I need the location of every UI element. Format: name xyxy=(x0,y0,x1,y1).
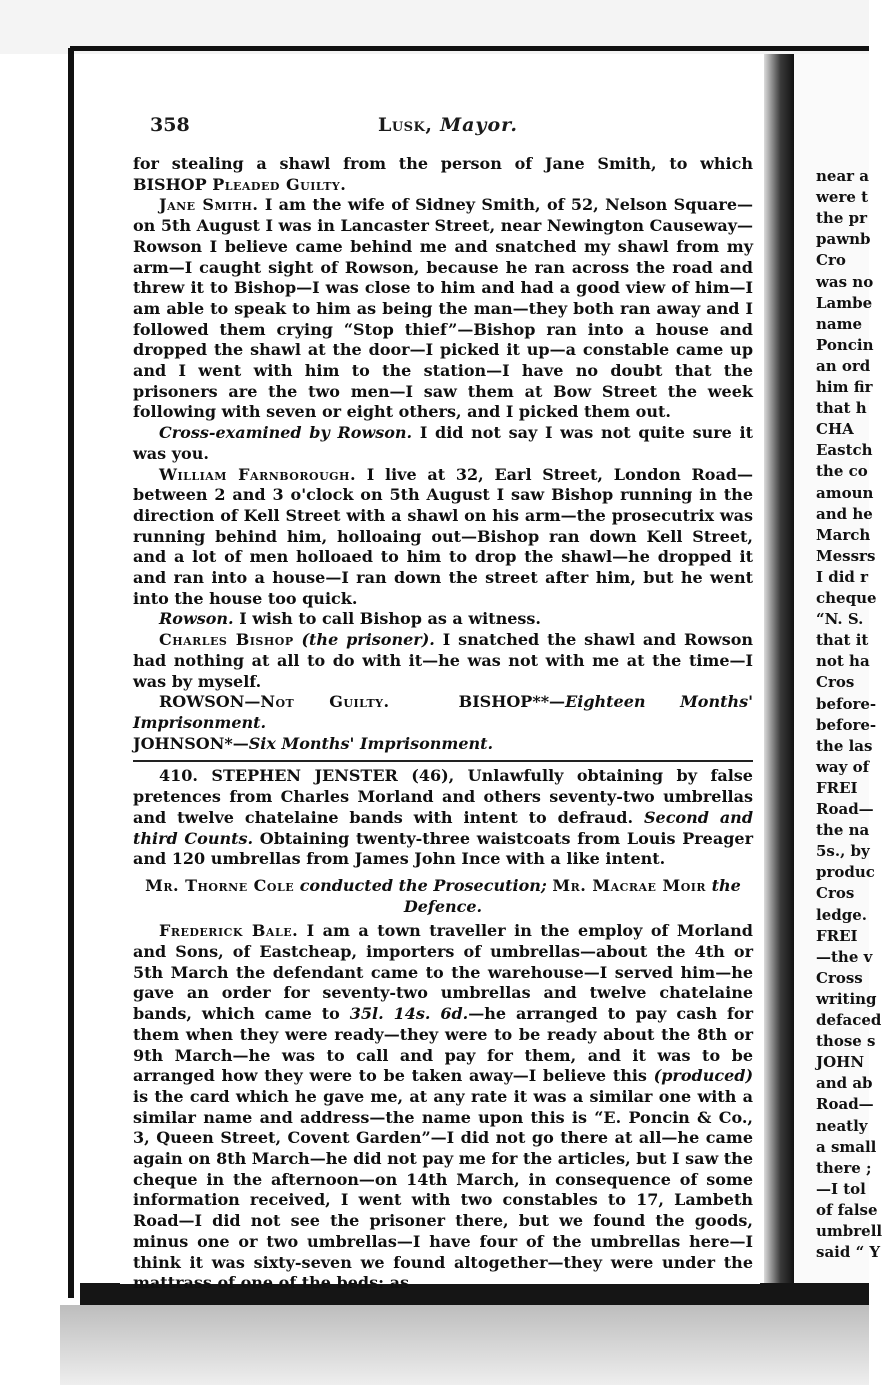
adjacent-page-line: pawnb xyxy=(816,230,871,249)
book-gutter xyxy=(764,54,794,1294)
counts-label: Second and third Counts. xyxy=(133,807,754,848)
rowson-statement: Rowson. I wish to call Bishop as a witness. xyxy=(159,609,541,629)
adjacent-page-line: Road— xyxy=(816,1095,874,1114)
witness-name: Jane Smith. xyxy=(159,195,259,215)
adjacent-page-line: the co xyxy=(816,462,868,481)
adjacent-page-line: Poncin xyxy=(816,335,874,354)
counsel-line: Mr. Thorne Cole conducted the Prosecution; Mr. Macrae Moir the Defence. xyxy=(145,875,741,916)
adjacent-page-line: —I tol xyxy=(816,1179,866,1198)
case-divider xyxy=(133,760,753,762)
adjacent-page-line: Cros xyxy=(816,673,855,692)
charge-text: Unlawfully obtaining by false pretences from Charles Morland and others seventy-two umbrellas and twelve chatelaine bands with intent to defraud. xyxy=(133,766,753,827)
adjacent-page-line: and he xyxy=(816,504,873,523)
running-header xyxy=(142,114,754,142)
running-head-title: Mayor. xyxy=(440,114,519,136)
defence-counsel: Mr. Macrae Moir xyxy=(552,875,707,895)
adjacent-page-line: and ab xyxy=(816,1074,873,1093)
running-head-name: Lusk, xyxy=(377,114,433,136)
cross-text: I did not say I was not quite sure it was you. xyxy=(133,423,754,463)
verdict-result: Six Months' Imprisonment. xyxy=(248,733,494,753)
testimony-text: I am the wife of Sidney Smith, of 52, Nelson Square—on 5th August I was in Lancaster Street, near Newington Causeway—Rowson I believe came behind me and snatched my shawl from my arm—I caught sight of Rowson, because he ran across the road and threw it to Bishop—I was close to him and had a good view of him—I am able to speak to him as being the man—they both ran away and I followed them crying “Stop thief”—Bishop ran into a house and dropped the shawl at the door—I picked it up—a constable came up and I went with him to the station—I have no doubt that the prisoners are the two men—I saw them at Bow Street the week following with seven or eight others, and I picked them out. xyxy=(133,195,754,422)
adjacent-page-line: CHA xyxy=(816,420,854,439)
adjacent-page-line: Lambe xyxy=(816,293,873,312)
adjacent-page-line: umbrell xyxy=(816,1222,882,1240)
adjacent-page-line: near a xyxy=(816,167,870,185)
verdict-name: BISHOP**— xyxy=(458,692,566,712)
adjacent-page-line: name xyxy=(816,314,863,333)
testimony-text: I snatched the shawl and Rowson had nothing at all to do with it—he was not with me at the time—I was by myself. xyxy=(133,630,754,691)
testimony-frederick-bale: Frederick Bale. I am a town traveller in the employ of Morland and Sons, of Eastcheap, importers of umbrellas—about the 4th or 5th March the defendant came to the warehouse—I served him—he gave an order for seventy-two umbrellas and twelve chatelaine bands, which came to 35l. 14s. 6d.—he arranged to pay cash for them when they were ready—they were to be ready about the 8th or 9th March—he was to call and pay for them, and it was to be arranged how they were to be taken away—I believe this (produced) is the card which he gave me, at any rate it was a similar one with a similar name and address—the name upon this is “E. Poncin & Co., 3, Queen Street, Covent Garden”—I did not go there at all—he came again on 8th March—he did not pay me for the articles, but I saw the cheque in the afternoon—on 14th March, in consequence of some information received, I went with two constables to 17, Lambeth Road—I did not see the prisoner there, but we found the goods, minus one or two umbrellas—I have four of the umbrellas here—I think it was sixty-seven we found altogether—they were under the mattrass of one of the beds: as xyxy=(133,921,754,1293)
adjacent-page-line: the na xyxy=(816,821,870,840)
case1-opening: for stealing a shawl from the person of Jane Smith, to which BISHOP Pleaded Guilty. xyxy=(133,154,753,194)
adjacent-page-line: Cro xyxy=(816,251,846,270)
adjacent-page-line: of false xyxy=(816,1200,878,1219)
verdict-result: Not Guilty. xyxy=(260,692,390,712)
adjacent-page-line: was no xyxy=(816,272,874,291)
testimony-william-farnborough xyxy=(133,465,753,610)
case-number: 410. xyxy=(159,766,198,786)
witness-name: Frederick Bale. xyxy=(159,921,299,941)
adjacent-page xyxy=(794,54,882,1294)
adjacent-page-line: the pr xyxy=(816,209,867,228)
adjacent-page-line: —the v xyxy=(816,947,873,966)
adjacent-page-line: writing xyxy=(816,989,877,1008)
adjacent-page-line: those s xyxy=(816,1032,876,1051)
plea: Pleaded Guilty. xyxy=(212,174,347,194)
scan-bottom-margin xyxy=(60,1305,869,1385)
testimony-charles-bishop xyxy=(133,630,753,692)
adjacent-page-line: there ; xyxy=(816,1158,872,1177)
verdicts xyxy=(133,692,753,733)
adjacent-page-line: FREI xyxy=(816,926,858,945)
book-edge-top xyxy=(70,46,869,51)
witness-role: (the prisoner). xyxy=(301,630,435,650)
witness-name: William Farnborough. xyxy=(159,464,357,484)
cross-label: Cross-examined by Rowson. xyxy=(159,423,413,443)
defendant-name: STEPHEN JENSTER (46), xyxy=(211,766,455,786)
witness-name: Charles Bishop xyxy=(159,630,294,650)
adjacent-page-line: Eastch xyxy=(816,441,873,460)
verdict-johnson xyxy=(133,734,753,755)
adjacent-page-line: Messrs xyxy=(816,546,876,565)
page-number: 358 xyxy=(150,114,190,136)
running-head xyxy=(142,114,754,136)
adjacent-page-line: “N. S. xyxy=(816,610,864,629)
adjacent-page-line: Road— xyxy=(816,800,874,818)
adjacent-page-line: Cros xyxy=(816,884,855,903)
adjacent-page-line: that it xyxy=(816,631,869,650)
page-body xyxy=(133,154,753,1294)
adjacent-page-line: March xyxy=(816,525,871,544)
adjacent-page-line: way of xyxy=(816,757,870,776)
adjacent-page-line: cheque xyxy=(816,589,877,607)
produced-note: (produced) xyxy=(653,1066,754,1086)
prosecution-counsel: Mr. Thorne Cole xyxy=(145,875,295,895)
cross-examination xyxy=(133,423,753,464)
verdict-name: JOHNSON*— xyxy=(133,733,249,753)
adjacent-page-line: that h xyxy=(816,399,867,418)
adjacent-page-line: amoun xyxy=(816,483,874,502)
adjacent-page-line: the las xyxy=(816,736,873,755)
adjacent-page-line: him fir xyxy=(816,378,873,396)
adjacent-page-line: ledge. xyxy=(816,905,867,924)
adjacent-page-line: before- xyxy=(816,694,877,713)
counts-text: Obtaining twenty-three waistcoats from Louis Preager and 120 umbrellas from James John Ince with a like intent. xyxy=(133,828,753,869)
verdict-name: ROWSON— xyxy=(159,692,261,712)
testimony-jane-smith xyxy=(133,195,753,423)
adjacent-page-line: were t xyxy=(816,188,869,207)
verdict-result: Eighteen Months' Imprisonment. xyxy=(133,692,754,732)
adjacent-page-line: an ord xyxy=(816,356,871,375)
adjacent-page-line: JOHN xyxy=(816,1053,865,1072)
adjacent-page-line: I did r xyxy=(816,567,869,586)
speaker-label: Rowson. xyxy=(159,609,234,629)
testimony-text: I live at 32, Earl Street, London Road—between 2 and 3 o'clock on 5th August I saw Bishop running in the direction of Kell Street with a shawl on his arm—the prosecutrix was running behind him, holloaing out—Bishop ran down Kell Street, and a lot of men holloaed to him to drop the shawl—he dropped it and ran into a house—I ran down the street after him, but he went into the house too quick. xyxy=(133,464,753,608)
adjacent-page-line: neatly xyxy=(816,1116,868,1135)
case-410-heading xyxy=(133,766,753,870)
adjacent-page-line: 5s., by xyxy=(816,842,870,861)
adjacent-page-line: FREI xyxy=(816,778,858,797)
adjacent-page-line: said “ Y xyxy=(816,1243,881,1262)
adjacent-page-line: before- xyxy=(816,715,877,734)
amount: 35l. 14s. 6d. xyxy=(349,1004,469,1024)
adjacent-page-line: a small xyxy=(816,1137,877,1156)
adjacent-page-line: defaced xyxy=(816,1011,882,1029)
adjacent-page-line: not ha xyxy=(816,652,870,671)
adjacent-page-line: Cross xyxy=(816,968,863,987)
book-edge-left xyxy=(68,48,74,1298)
adjacent-page-line: produc xyxy=(816,863,875,882)
